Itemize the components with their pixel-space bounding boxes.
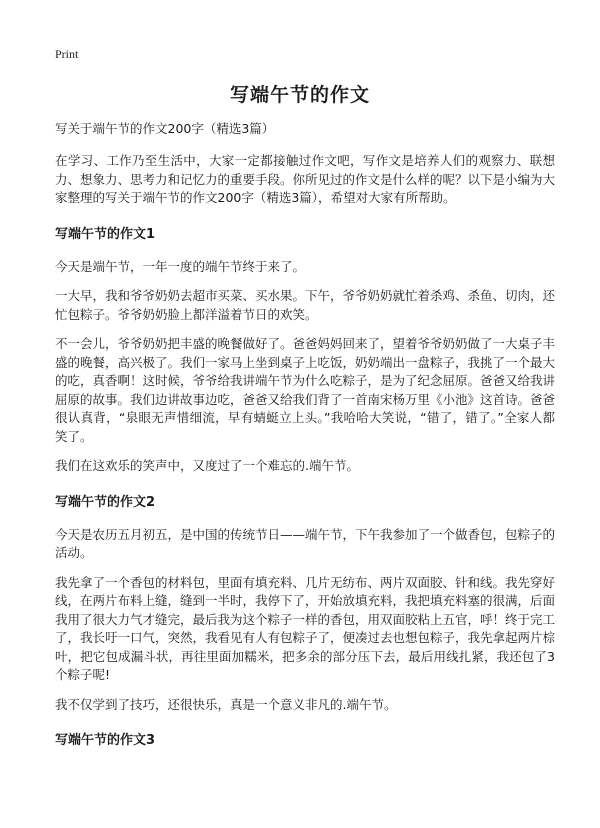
document-subtitle: 写关于端午节的作文200字（精选3篇） [55, 121, 275, 136]
section-heading: 写端午节的作文1 [55, 226, 156, 242]
essay-section-1 [55, 226, 555, 476]
essay-paragraph: 不一会儿，爷爷奶奶把丰盛的晚餐做好了。爸爸妈妈回来了，望着爷爷奶奶做了一大桌子丰盛的晚餐，高兴极了。我们一家马上坐到桌子上吃饭，奶奶端出一盘粽子，我挑了一个最大的吃，真香啊！这时候，爷爷给我讲端午节为什么吃粽子，是为了纪念屈原。爸爸又给我讲屈原的故事。我们边讲故事边吃，爸爸又给我们背了一首南宋杨万里《小池》这首诗。爸爸很认真背，“泉眼无声惜细流，早有蜻蜓立上头。”我哈哈大笑说，“错了，错了。”全家人都笑了。 [55, 336, 556, 444]
section-heading: 写端午节的作文3 [55, 733, 156, 748]
essay-paragraph: 我不仅学到了技巧，还很快乐，真是一个意义非凡的.端午节。 [55, 696, 397, 712]
essay-paragraph: 今天是农历五月初五，是中国的传统节日——端午节，下午我参加了一个做香包，包粽子的活动。 [55, 526, 556, 560]
section-heading: 写端午节的作文2 [55, 494, 156, 510]
essay-paragraph: 我先拿了一个香包的材料包，里面有填充料、几片无纺布、两片双面胶、针和线。我先穿好线，在两片布料上缝，缝到一半时，我停下了，开始放填充料，我把填充料塞的很满，后面我用了很大力气才缝完，最后我为这个粽子一样的香包，用双面胶粘上五官，呼！终于完工了，我长吁一口气，突然，我看见有人有包粽子了，便凑过去也想包粽子，我先拿起两片棕叶，把它包成漏斗状，再往里面加糯米，把多余的部分压下去，最后用线扎紧，我还包了3个粽子呢! [55, 574, 556, 682]
essay-paragraph: 一大早，我和爷爷奶奶去超市买菜、买水果。下午，爷爷奶奶就忙着杀鸡、杀鱼、切肉，还忙包粽子。爷爷奶奶脸上都洋溢着节日的欢笑。 [55, 288, 556, 322]
document-body [55, 120, 555, 764]
page-title: 写端午节的作文 [229, 84, 370, 106]
intro-paragraph: 在学习、工作乃至生活中，大家一定都接触过作文吧，写作文是培养人们的观察力、联想力、想象力、思考力和记忆力的重要手段。你所见过的作文是什么样的呢？以下是小编为大家整理的写关于端午节的作文200字（精选3篇），希望对大家有所帮助。 [55, 153, 556, 205]
essay-section-2 [55, 494, 555, 715]
essay-section-3 [55, 732, 555, 750]
print-link[interactable]: Print [55, 47, 79, 61]
essay-paragraph: 我们在这欢乐的笑声中，又度过了一个难忘的.端午节。 [55, 458, 359, 473]
essay-paragraph: 今天是端午节，一年一度的端午节终于来了。 [55, 258, 306, 274]
